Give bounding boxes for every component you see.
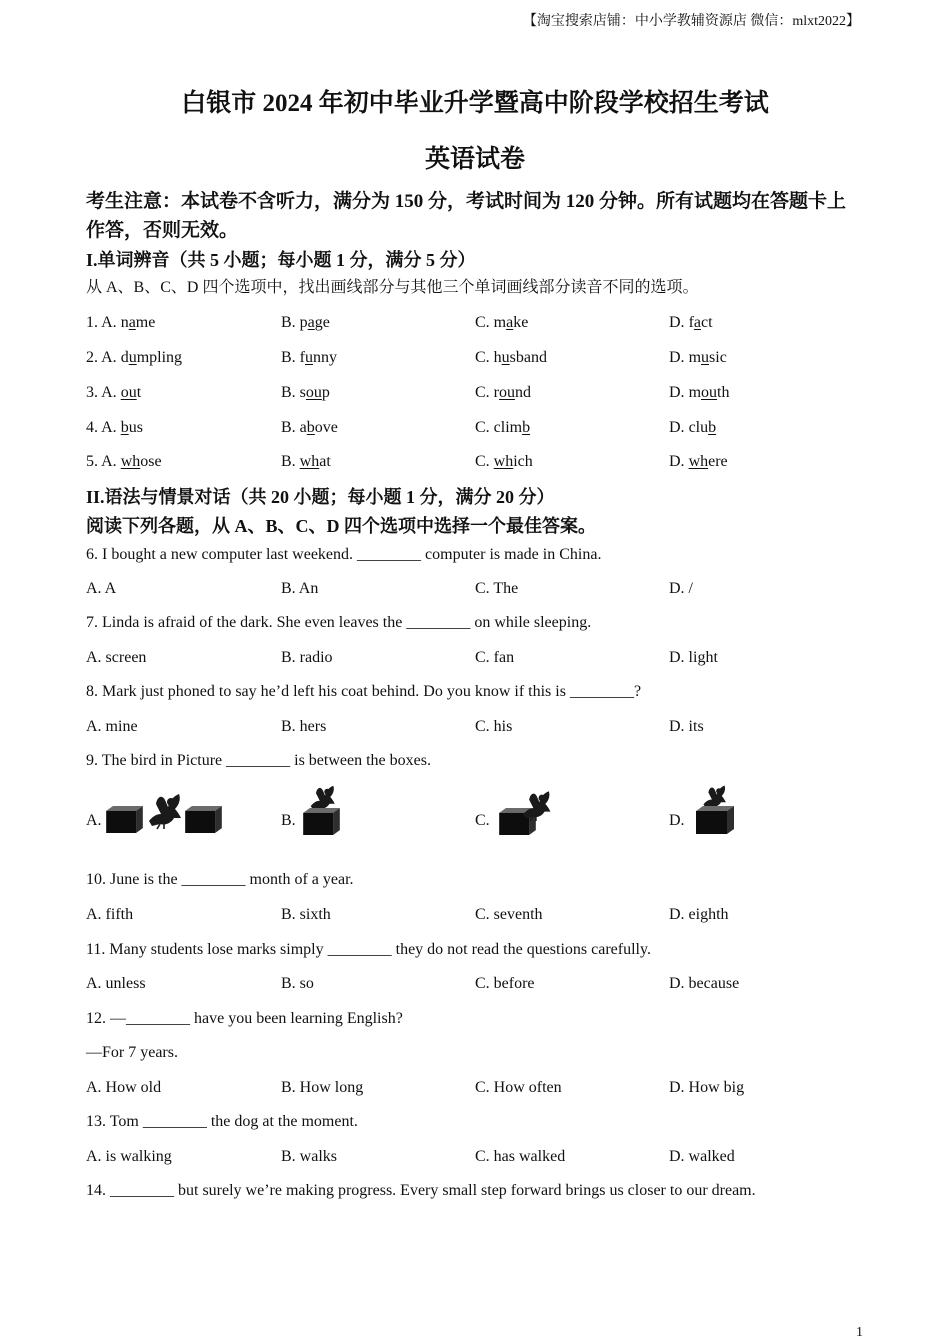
underlined-part: u	[501, 349, 510, 366]
question-number: 5.	[86, 453, 98, 470]
question-number: 3.	[86, 384, 98, 401]
q8-option-c: C. his	[475, 718, 513, 735]
q3-option-b	[281, 383, 330, 403]
page-number: 1	[856, 1325, 863, 1340]
option-label: C.	[475, 349, 490, 366]
q11-stem: 11. Many students lose marks simply ________ they do not read the questions carefully.	[86, 941, 651, 958]
word-end: ose	[140, 453, 162, 470]
q9-option-a-label: A.	[86, 812, 102, 829]
word-end: us	[128, 419, 143, 436]
underlined-part: a	[506, 314, 514, 331]
underlined-part: b	[306, 419, 315, 436]
option-label: D.	[669, 453, 685, 470]
option-label: D.	[669, 384, 685, 401]
notice-line-1: 考生注意：本试卷不含听力，满分为 150 分，考试时间为 120 分钟。所有试题均在答题卡上	[86, 191, 847, 212]
q4-option-a	[86, 418, 143, 438]
q10-stem: 10. June is the ________ month of a year.	[86, 871, 354, 888]
word-end: mpling	[136, 349, 183, 366]
word-end: ke	[513, 314, 529, 331]
word-end: t	[136, 384, 142, 401]
option-label: B.	[281, 384, 296, 401]
word-start: clim	[493, 419, 523, 436]
word-start: m	[688, 349, 702, 366]
q11-option-d: D. because	[669, 975, 740, 992]
option-label: D.	[669, 314, 685, 331]
q7-option-d: D. light	[669, 649, 718, 666]
underlined-part: u	[305, 349, 313, 366]
box-picture	[303, 808, 340, 835]
word-end: th	[717, 384, 730, 401]
underlined-part: b	[708, 419, 717, 436]
underlined-part: a	[128, 314, 136, 331]
word-end: nd	[515, 384, 531, 401]
underlined-part: wh	[688, 453, 709, 470]
bird-picture	[149, 794, 181, 829]
q8-stem: 8. Mark just phoned to say he’d left his coat behind. Do you know if this is ________?	[86, 683, 642, 700]
q9-picture-b	[301, 782, 345, 836]
option-label: A.	[101, 349, 117, 366]
q1-option-c	[475, 313, 528, 333]
section1-heading: I.单词辨音（共 5 小题；每小题 1 分，满分 5 分）	[86, 250, 476, 270]
word-start: m	[493, 314, 507, 331]
word-end: p	[321, 384, 330, 401]
underlined-part: u	[701, 349, 710, 366]
word-end: sband	[509, 349, 547, 366]
option-label: C.	[475, 314, 490, 331]
q11-option-a: A. unless	[86, 975, 146, 992]
word-start: f	[299, 349, 305, 366]
word-start: d	[120, 349, 129, 366]
q1-option-d	[669, 313, 713, 333]
q7-option-c: C. fan	[475, 649, 515, 666]
underlined-part: u	[128, 349, 137, 366]
q7-option-a: A. screen	[86, 649, 147, 666]
section2-heading: II.语法与情景对话（共 20 小题；每小题 1 分，满分 20 分）	[86, 487, 555, 507]
q9-picture-a	[106, 786, 222, 836]
q13-option-a: A. is walking	[86, 1148, 172, 1165]
q12-stem: 12. —________ have you been learning English?	[86, 1010, 403, 1027]
underlined-part: ou	[305, 384, 322, 401]
q11-option-c: C. before	[475, 975, 535, 992]
q9-stem: 9. The bird in Picture ________ is between the boxes.	[86, 752, 431, 769]
word-start: m	[688, 384, 702, 401]
box-picture	[696, 806, 734, 834]
q5-option-c	[475, 452, 533, 472]
underlined-part: b	[120, 419, 129, 436]
box-picture	[185, 806, 222, 833]
word-start: n	[120, 314, 129, 331]
question-number: 2.	[86, 349, 98, 366]
word-start: p	[299, 314, 308, 331]
word-end: me	[135, 314, 156, 331]
option-label: B.	[281, 314, 296, 331]
q1-option-a	[86, 313, 155, 333]
q9-option-b-label: B.	[281, 812, 296, 829]
section1-instruction: 从 A、B、C、D 四个选项中，找出画线部分与其他三个单词画线部分读音不同的选项。	[86, 279, 699, 296]
q6-option-b: B. An	[281, 580, 319, 597]
q10-option-c: C. seventh	[475, 906, 543, 923]
q3-option-c	[475, 383, 531, 403]
q2-option-b	[281, 348, 337, 368]
underlined-part: wh	[120, 453, 141, 470]
q6-option-c: C. The	[475, 580, 519, 597]
header-note: 【淘宝搜索店铺：中小学教辅资源店 微信：mlxt2022】	[522, 14, 860, 29]
q8-option-a: A. mine	[86, 718, 138, 735]
q9-option-c-label: C.	[475, 812, 490, 829]
q13-option-d: D. walked	[669, 1148, 735, 1165]
box-picture	[106, 806, 143, 833]
q11-option-b: B. so	[281, 975, 314, 992]
option-label: A.	[101, 314, 117, 331]
underlined-part: ou	[499, 384, 515, 401]
underlined-part: ou	[120, 384, 137, 401]
question-number: 1.	[86, 314, 98, 331]
option-label: A.	[101, 384, 117, 401]
option-label: C.	[475, 384, 490, 401]
word-end: ere	[708, 453, 728, 470]
q7-option-b: B. radio	[281, 649, 333, 666]
option-label: C.	[475, 453, 490, 470]
q2-option-c	[475, 348, 547, 368]
word-start: f	[688, 314, 694, 331]
word-start: clu	[688, 419, 709, 436]
section2-instruction: 阅读下列各题，从 A、B、C、D 四个选项中选择一个最佳答案。	[86, 516, 597, 536]
option-label: A.	[101, 419, 117, 436]
underlined-part: wh	[299, 453, 320, 470]
q2-option-d	[669, 348, 727, 368]
q5-option-a	[86, 452, 162, 472]
word-start: a	[299, 419, 307, 436]
word-start: s	[299, 384, 306, 401]
word-end: ich	[513, 453, 533, 470]
q10-option-b: B. sixth	[281, 906, 331, 923]
word-end: at	[319, 453, 331, 470]
q12-option-d: D. How big	[669, 1079, 745, 1096]
word-end: ge	[314, 314, 330, 331]
word-end: nny	[313, 349, 337, 366]
q14-stem: 14. ________ but surely we’re making progress. Every small step forward brings us closer to our dream.	[86, 1182, 756, 1199]
underlined-part: a	[307, 314, 315, 331]
option-label: B.	[281, 419, 296, 436]
q9-picture-c	[497, 784, 555, 836]
q5-option-d	[669, 452, 728, 472]
underlined-part: b	[522, 419, 531, 436]
q2-option-a	[86, 348, 182, 368]
underlined-part: a	[693, 314, 701, 331]
q3-option-a	[86, 383, 141, 403]
option-label: A.	[101, 453, 117, 470]
exam-subtitle: 英语试卷	[424, 146, 525, 173]
question-number: 4.	[86, 419, 98, 436]
word-start: h	[493, 349, 502, 366]
q12-option-a: A. How old	[86, 1079, 162, 1096]
q4-option-c	[475, 418, 530, 438]
word-end: ove	[314, 419, 338, 436]
q6-stem: 6. I bought a new computer last weekend. ________ computer is made in China.	[86, 546, 602, 563]
q4-option-b	[281, 418, 338, 438]
q9-picture-d	[692, 782, 738, 836]
option-label: C.	[475, 419, 490, 436]
q6-option-a: A. A	[86, 580, 117, 597]
option-label: B.	[281, 349, 296, 366]
q3-option-d	[669, 383, 729, 403]
q13-option-b: B. walks	[281, 1148, 337, 1165]
underlined-part: ou	[701, 384, 718, 401]
option-label: B.	[281, 453, 296, 470]
q12-reply: —For 7 years.	[86, 1044, 178, 1061]
q8-option-b: B. hers	[281, 718, 327, 735]
notice-line-2: 作答，否则无效。	[86, 220, 239, 241]
bird-picture	[523, 791, 550, 821]
underlined-part: wh	[493, 453, 514, 470]
q1-option-b	[281, 313, 330, 333]
q7-stem: 7. Linda is afraid of the dark. She even leaves the ________ on while sleeping.	[86, 614, 592, 631]
q12-option-b: B. How long	[281, 1079, 364, 1096]
q4-option-d	[669, 418, 716, 438]
q6-option-d: D. /	[669, 580, 693, 597]
option-label: D.	[669, 349, 685, 366]
q12-option-c: C. How often	[475, 1079, 562, 1096]
q10-option-d: D. eighth	[669, 906, 729, 923]
q13-option-c: C. has walked	[475, 1148, 566, 1165]
word-start: r	[493, 384, 499, 401]
q9-option-d-label: D.	[669, 812, 685, 829]
q10-option-a: A. fifth	[86, 906, 134, 923]
word-end: sic	[709, 349, 727, 366]
q13-stem: 13. Tom ________ the dog at the moment.	[86, 1113, 358, 1130]
word-end: ct	[701, 314, 713, 331]
exam-title: 白银市 2024 年初中毕业升学暨高中阶段学校招生考试	[181, 90, 769, 117]
option-label: D.	[669, 419, 685, 436]
q8-option-d: D. its	[669, 718, 704, 735]
q5-option-b	[281, 452, 331, 472]
